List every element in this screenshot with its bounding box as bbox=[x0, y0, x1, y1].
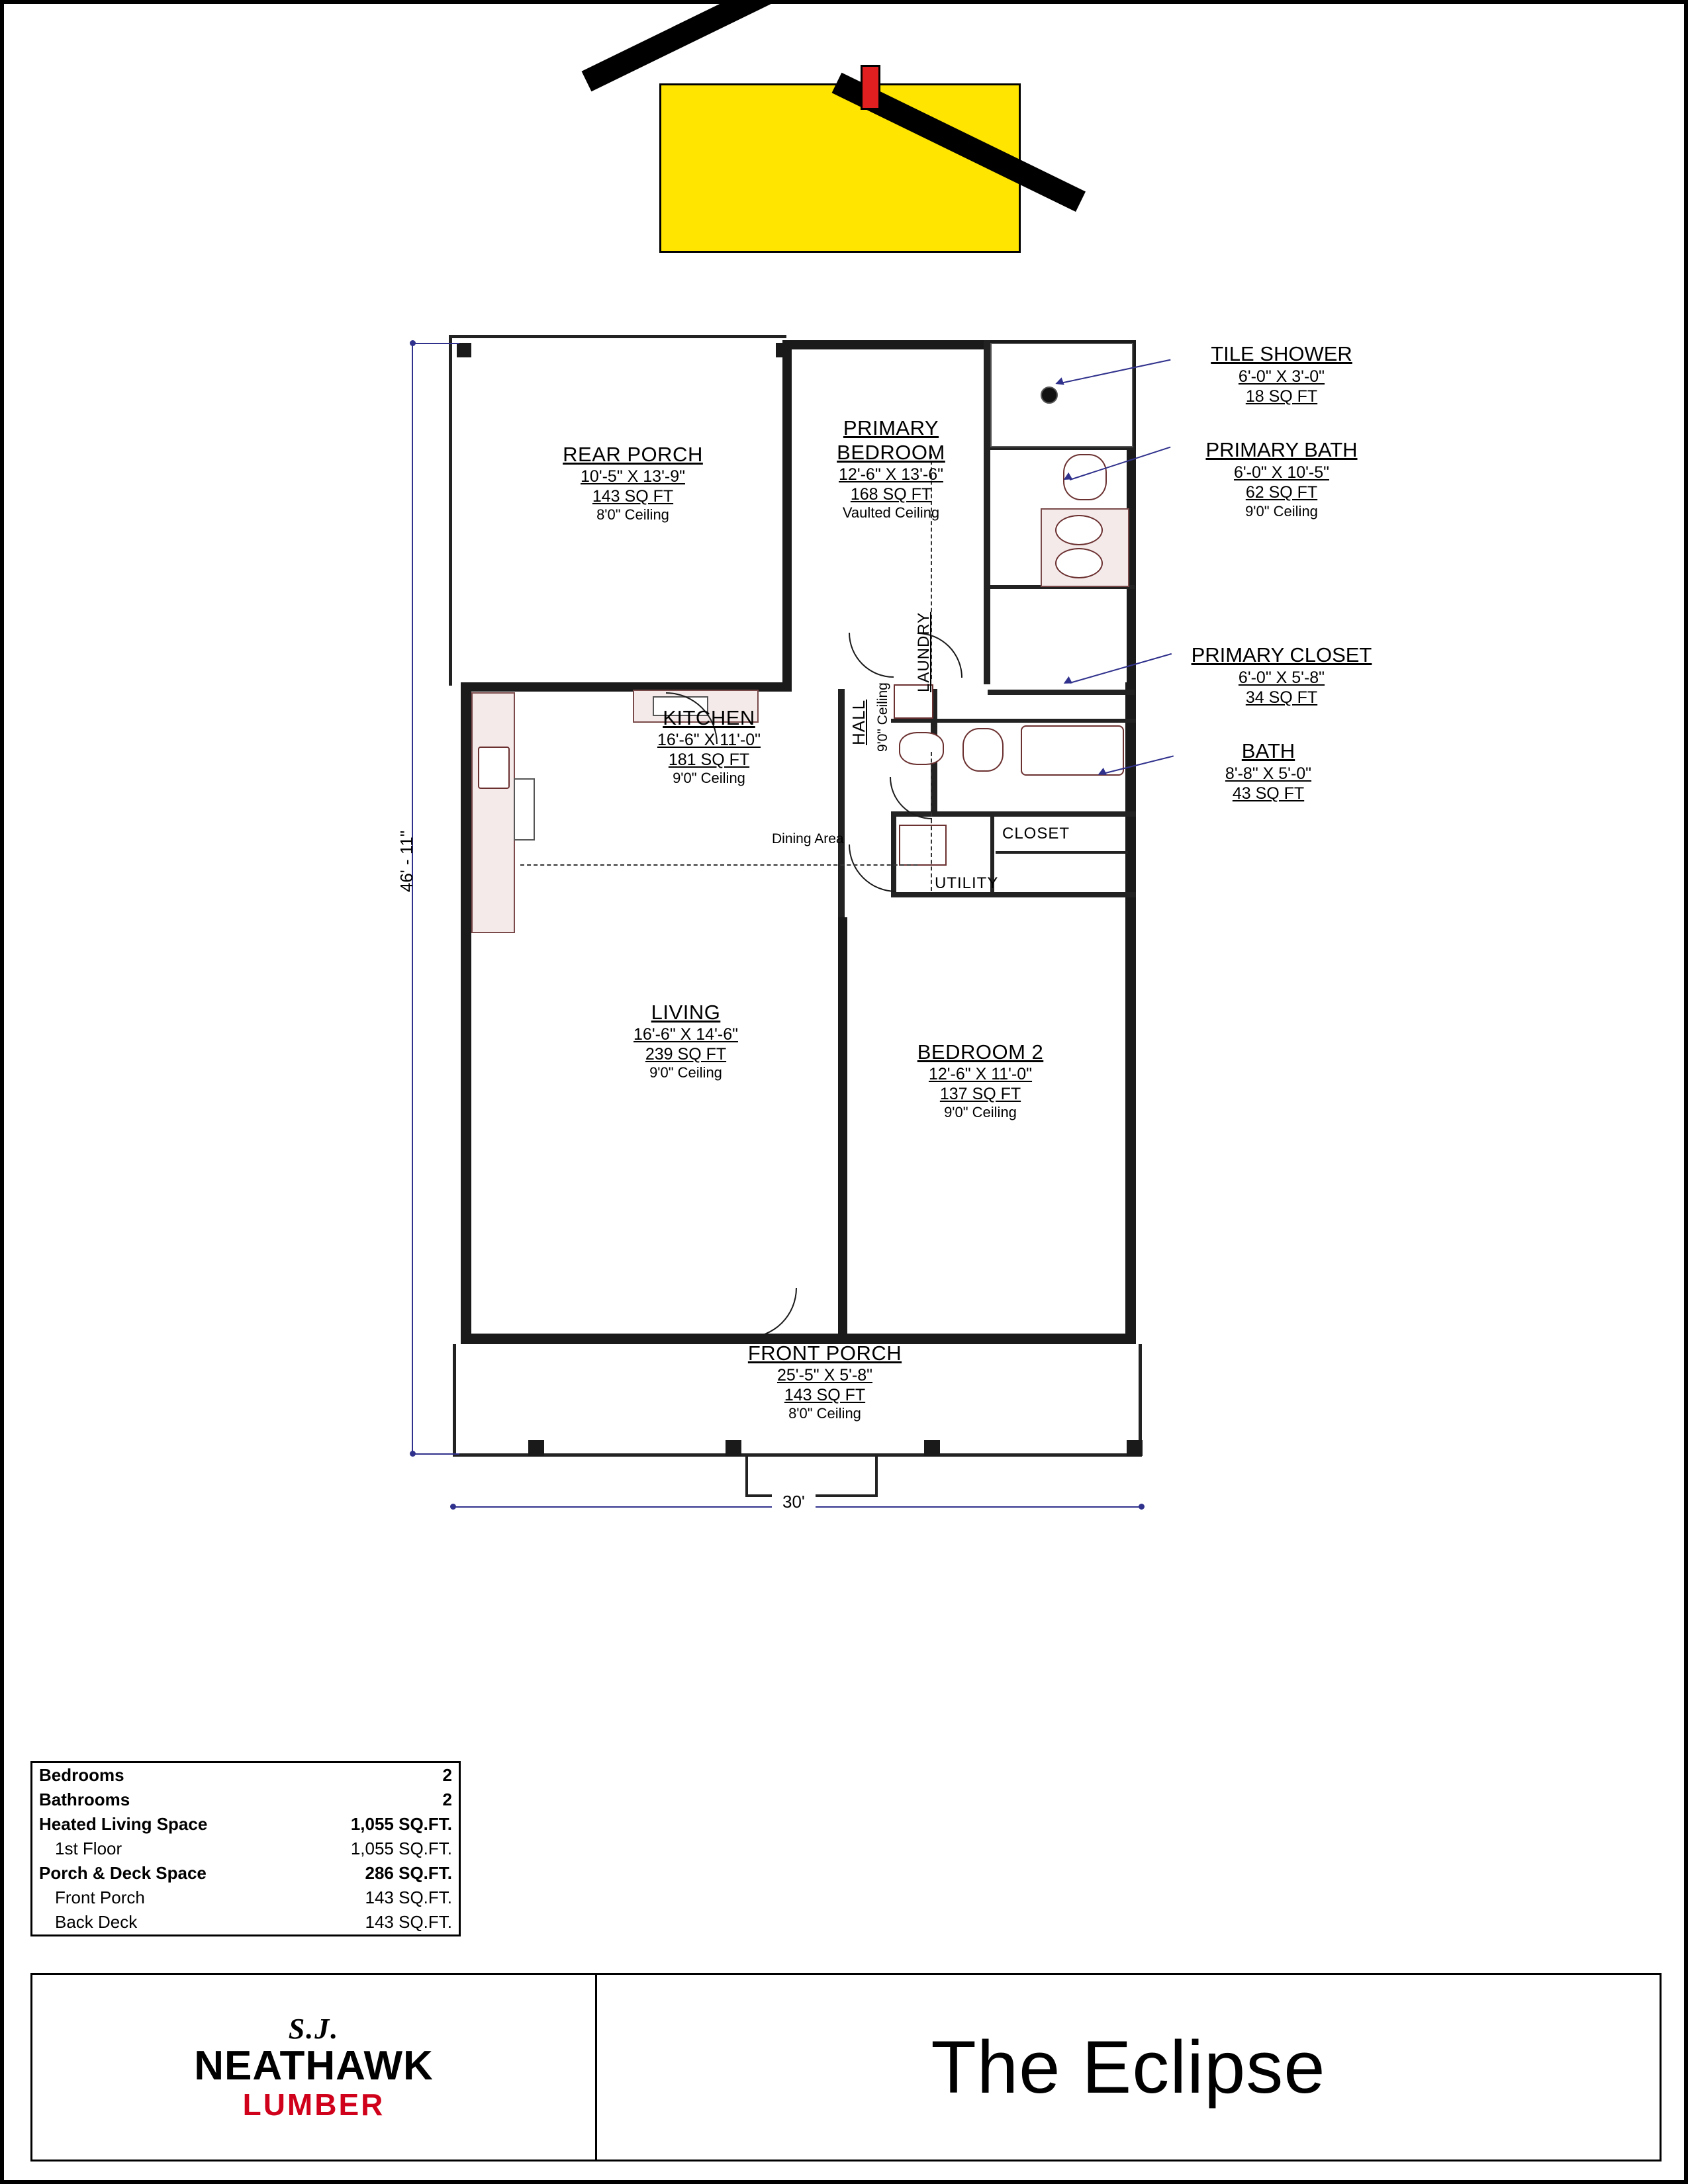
spec-label-2: Heated Living Space bbox=[39, 1814, 208, 1834]
label-hall: HALL bbox=[849, 699, 868, 745]
door-bedroom2 bbox=[849, 844, 896, 892]
living-dims: 16'-6" X 14'-6" bbox=[633, 1025, 738, 1044]
living-ceiling: 9'0" Ceiling bbox=[649, 1064, 722, 1081]
front-porch-dims: 25'-5" X 5'-8" bbox=[776, 1366, 873, 1385]
door-front-entry bbox=[747, 1288, 797, 1338]
dim-text-depth: 46' - 11" bbox=[397, 830, 417, 893]
wall-closet-shelf bbox=[996, 851, 1128, 854]
rear-porch-ceiling: 8'0" Ceiling bbox=[596, 506, 669, 523]
front-porch-name: FRONT PORCH bbox=[747, 1342, 902, 1365]
wall-bedroom-left bbox=[782, 340, 792, 684]
dash-kitchen-divider bbox=[931, 752, 932, 891]
wall-primary-closet-bot bbox=[988, 690, 1135, 695]
front-porch-step bbox=[745, 1457, 748, 1496]
dim-node-bottom-w bbox=[450, 1504, 456, 1510]
kitchen-counter-left bbox=[471, 692, 515, 933]
bedroom2-ceiling: 9'0" Ceiling bbox=[944, 1104, 1017, 1121]
callout-primary-closet bbox=[1162, 643, 1401, 708]
spec-value-2: 1,055 SQ.FT. bbox=[350, 1814, 452, 1834]
spec-value-4: 286 SQ.FT. bbox=[365, 1863, 452, 1883]
primary-bedroom-sqft: 168 SQ FT bbox=[850, 485, 932, 504]
wall-bath2-top bbox=[931, 719, 1136, 723]
kitchen-sink bbox=[478, 747, 510, 789]
spec-label-3: 1st Floor bbox=[55, 1839, 122, 1858]
tile-shower-dims: 6'-0" X 3'-0" bbox=[1238, 367, 1325, 386]
dim-node-bottom-e bbox=[1139, 1504, 1145, 1510]
logo-company-name: NEATHAWK bbox=[194, 2043, 434, 2089]
roof-left-eave bbox=[582, 0, 835, 91]
primary-bedroom-dims: 12'-6" X 13'-6" bbox=[839, 465, 943, 484]
wall-exterior-left bbox=[461, 682, 471, 1344]
room-label-primary-bedroom bbox=[792, 416, 990, 522]
bedroom2-sqft: 137 SQ FT bbox=[939, 1085, 1021, 1104]
dim-line-vertical bbox=[412, 343, 413, 1455]
kitchen-name: KITCHEN bbox=[663, 706, 755, 729]
bath-dims: 8'-8" X 5'-0" bbox=[1225, 764, 1312, 783]
spec-value-5: 143 SQ.FT. bbox=[365, 1888, 452, 1907]
table-row bbox=[32, 1763, 459, 1788]
callout-bath bbox=[1162, 739, 1374, 804]
page-title: The Eclipse bbox=[931, 2026, 1326, 2109]
table-row bbox=[32, 1861, 459, 1886]
rear-porch-post-nw bbox=[457, 343, 471, 357]
shower-pan bbox=[990, 343, 1133, 447]
wall-exterior-right bbox=[1125, 682, 1136, 1344]
primary-bath-ceiling: 9'0" Ceiling bbox=[1245, 502, 1318, 520]
callout-tile-shower bbox=[1162, 341, 1401, 407]
primary-bath-name: PRIMARY BATH bbox=[1205, 438, 1358, 461]
kitchen-range bbox=[514, 778, 535, 841]
room-label-front-porch bbox=[692, 1341, 957, 1423]
spec-table-grid bbox=[32, 1763, 459, 1934]
spec-label-5: Front Porch bbox=[55, 1888, 145, 1907]
bedroom2-dims: 12'-6" X 11'-0" bbox=[928, 1065, 1033, 1084]
rear-porch-sqft: 143 SQ FT bbox=[592, 487, 674, 506]
title-block bbox=[30, 1973, 1662, 2161]
living-name: LIVING bbox=[651, 1001, 721, 1024]
living-sqft: 239 SQ FT bbox=[645, 1045, 727, 1064]
chimney-shape bbox=[861, 65, 880, 110]
table-row bbox=[32, 1788, 459, 1812]
wall-bedroom2-left bbox=[838, 917, 847, 1344]
logo-company-sub: LUMBER bbox=[242, 2087, 385, 2122]
spec-label-4: Porch & Deck Space bbox=[39, 1863, 207, 1883]
kitchen-sqft: 181 SQ FT bbox=[668, 751, 750, 770]
front-porch-ceiling: 8'0" Ceiling bbox=[788, 1405, 861, 1422]
spec-label-1: Bathrooms bbox=[39, 1790, 130, 1809]
dim-tick-top bbox=[413, 343, 459, 344]
dim-tick-bottom bbox=[413, 1453, 459, 1455]
label-laundry: LAUNDRY bbox=[915, 612, 933, 692]
utility-unit bbox=[899, 825, 947, 866]
primary-bath-sqft: 62 SQ FT bbox=[1245, 483, 1318, 502]
primary-bedroom-name: PRIMARY BEDROOM bbox=[837, 416, 945, 465]
room-label-kitchen bbox=[600, 705, 818, 788]
bath-sqft: 43 SQ FT bbox=[1232, 784, 1305, 803]
front-porch-bottom-edge bbox=[453, 1453, 1141, 1457]
logo-initials: S.J. bbox=[288, 2013, 340, 2045]
front-porch-post-mid bbox=[726, 1440, 741, 1456]
primary-closet-sqft: 34 SQ FT bbox=[1245, 688, 1318, 707]
roof-logo-graphic bbox=[586, 30, 1090, 255]
spec-table bbox=[30, 1761, 461, 1936]
wall-utility-bottom bbox=[891, 892, 1136, 897]
front-porch-left-edge bbox=[453, 1344, 456, 1457]
front-porch-post-mid2 bbox=[924, 1440, 940, 1456]
front-porch-post-se bbox=[1127, 1440, 1143, 1456]
rear-porch-dims: 10'-5" X 13'-9" bbox=[581, 467, 685, 486]
spec-value-6: 143 SQ.FT. bbox=[365, 1912, 452, 1932]
tile-shower-name: TILE SHOWER bbox=[1211, 342, 1352, 365]
primary-closet-dims: 6'-0" X 5'-8" bbox=[1238, 668, 1325, 687]
primary-bedroom-ceiling: Vaulted Ceiling bbox=[842, 504, 940, 522]
primary-closet-name: PRIMARY CLOSET bbox=[1191, 643, 1372, 666]
label-hall-ceiling: 9'0" Ceiling bbox=[875, 682, 890, 752]
table-row bbox=[32, 1886, 459, 1910]
sink-primary-2 bbox=[1055, 548, 1103, 578]
dash-dining-divider bbox=[520, 864, 917, 866]
floor-plan bbox=[397, 322, 1372, 1526]
rear-porch-name: REAR PORCH bbox=[563, 443, 703, 466]
spec-label-6: Back Deck bbox=[55, 1912, 138, 1932]
shower-head bbox=[1041, 387, 1058, 404]
table-row bbox=[32, 1812, 459, 1837]
room-label-bedroom-2 bbox=[865, 1040, 1096, 1122]
roof-body-shape bbox=[659, 83, 1021, 253]
sink-primary-1 bbox=[1055, 515, 1103, 545]
spec-value-0: 2 bbox=[442, 1765, 452, 1785]
room-label-living bbox=[573, 1000, 798, 1082]
table-row bbox=[32, 1910, 459, 1934]
table-row bbox=[32, 1837, 459, 1861]
primary-bath-dims: 6'-0" X 10'-5" bbox=[1233, 463, 1330, 482]
label-utility: UTILITY bbox=[935, 874, 999, 892]
sink-bath2 bbox=[899, 732, 944, 765]
bedroom2-name: BEDROOM 2 bbox=[917, 1040, 1044, 1064]
door-primary-bedroom bbox=[849, 633, 894, 678]
plan-title-cell bbox=[597, 1975, 1660, 2160]
toilet-bath2 bbox=[962, 728, 1004, 772]
wall-hall-left bbox=[838, 689, 845, 924]
leader-arrow-primary-closet bbox=[1062, 676, 1072, 687]
spec-label-0: Bedrooms bbox=[39, 1765, 124, 1785]
front-porch-post-sw bbox=[528, 1440, 544, 1456]
leader-primary-closet bbox=[1070, 653, 1172, 684]
tile-shower-sqft: 18 SQ FT bbox=[1245, 387, 1318, 406]
bath-name: BATH bbox=[1241, 739, 1295, 762]
kitchen-dims: 16'-6" X 11'-0" bbox=[657, 731, 761, 750]
label-dining-area: Dining Area bbox=[772, 831, 844, 846]
dim-text-width: 30' bbox=[772, 1492, 816, 1512]
spec-value-1: 2 bbox=[442, 1790, 452, 1809]
kitchen-ceiling: 9'0" Ceiling bbox=[673, 770, 745, 787]
front-porch-sqft: 143 SQ FT bbox=[784, 1386, 866, 1405]
label-closet: CLOSET bbox=[1002, 825, 1070, 842]
bathtub bbox=[1021, 725, 1124, 776]
rear-porch-top-edge bbox=[449, 335, 786, 338]
callout-primary-bath bbox=[1169, 437, 1394, 521]
company-logo bbox=[32, 1975, 597, 2160]
rear-porch-post-ne bbox=[776, 343, 790, 357]
spec-value-3: 1,055 SQ.FT. bbox=[350, 1839, 452, 1858]
room-label-rear-porch bbox=[514, 442, 752, 524]
rear-porch-left-edge bbox=[449, 335, 452, 686]
front-porch-step-3 bbox=[875, 1457, 878, 1496]
